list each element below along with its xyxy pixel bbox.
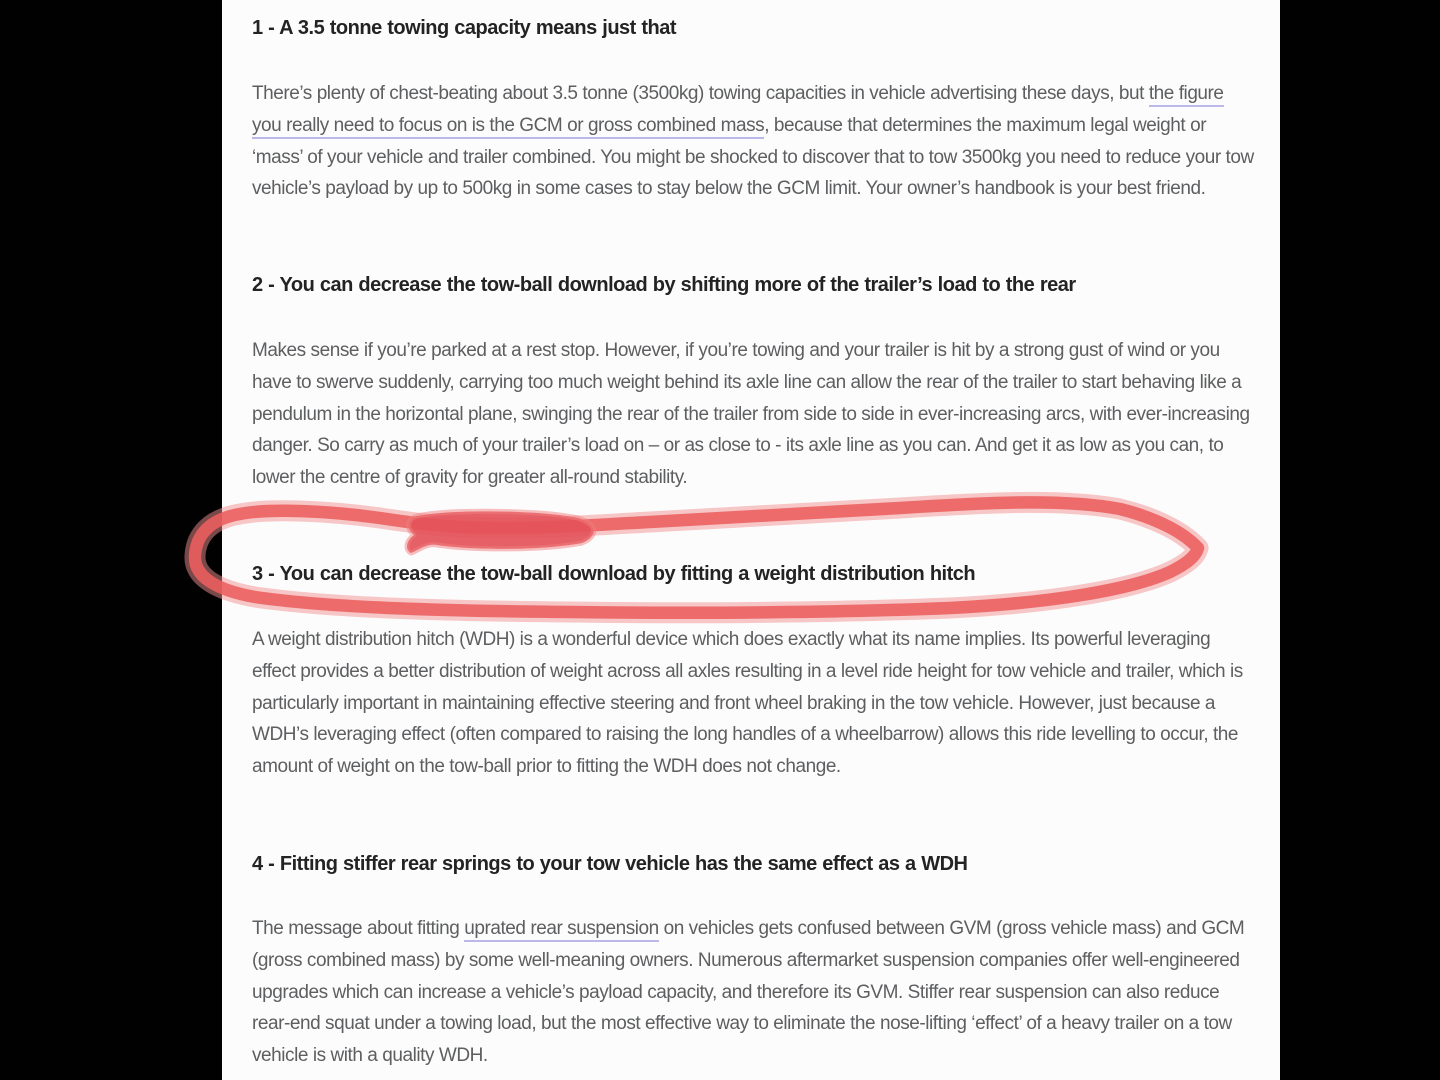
inline-link[interactable]: the figure you really need to focus on is the GCM or gross combined mass xyxy=(252,83,1224,139)
section-heading-1: 1 - A 3.5 tonne towing capacity means just that xyxy=(252,17,677,39)
inline-link[interactable]: uprated rear suspension xyxy=(464,918,659,942)
text-segment: There’s plenty of chest-beating about 3.5 tonne (3500kg) towing capacities in vehicle advertising these days, but xyxy=(252,83,1149,104)
text-segment: The message about fitting xyxy=(252,918,465,939)
text-segment: Makes sense if you’re parked at a rest stop. However, if you’re towing and your trailer is hit by a strong gust of wind or you have to swerve suddenly, carrying too much weight behind its axle line can allow the rear of the trailer to start behaving like a pendulum in the horizontal plane, swinging the rear of the trailer from side to side in ever-increasing arcs, with ever-increasing danger. So carry as much of your trailer’s load on – or as close to - its axle line as you can. And get it as low as you can, to lower the centre of gravity for greater all-round stability. xyxy=(252,340,1250,489)
section-paragraph-1 xyxy=(252,78,1254,205)
section-heading-2: 2 - You can decrease the tow-ball download by shifting more of the trailer’s load to the rear xyxy=(252,274,1076,296)
section-heading-3: 3 - You can decrease the tow-ball download by fitting a weight distribution hitch xyxy=(252,563,976,585)
section-paragraph-3 xyxy=(252,624,1254,783)
text-segment: on vehicles gets confused between GVM (gross vehicle mass) and GCM (gross combined mass) by some well-meaning owners. Numerous aftermarket suspension companies offer well-engineered upgrades which can increase a vehicle’s payload capacity, and therefore its GVM. Stiffer rear suspension can also reduce rear-end squat under a towing load, but the most effective way to eliminate the nose-lifting ‘effect’ of a heavy trailer on a tow vehicle is with a quality WDH. xyxy=(252,918,1245,1067)
section-paragraph-4 xyxy=(252,913,1254,1072)
text-segment: A weight distribution hitch (WDH) is a wonderful device which does exactly what its name implies. Its powerful leveraging effect provides a better distribution of weight across all axles resulting in a level ride height for tow vehicle and trailer, which is particularly important in maintaining effective steering and front wheel braking in the tow vehicle. However, just because a WDH’s leveraging effect (often compared to raising the long handles of a wheelbarrow) allows this ride levelling to occur, the amount of weight on the tow-ball prior to fitting the WDH does not change. xyxy=(252,629,1243,778)
article-sheet xyxy=(222,0,1280,1080)
section-heading-4: 4 - Fitting stiffer rear springs to your tow vehicle has the same effect as a WDH xyxy=(252,853,968,875)
section-paragraph-2 xyxy=(252,335,1254,494)
text-segment: , because that determines the maximum legal weight or ‘mass’ of your vehicle and trailer combined. You might be shocked to discover that to tow 3500kg you need to reduce your tow vehicle’s payload by up to 500kg in some cases to stay below the GCM limit. Your owner’s handbook is your best friend. xyxy=(252,114,1254,200)
